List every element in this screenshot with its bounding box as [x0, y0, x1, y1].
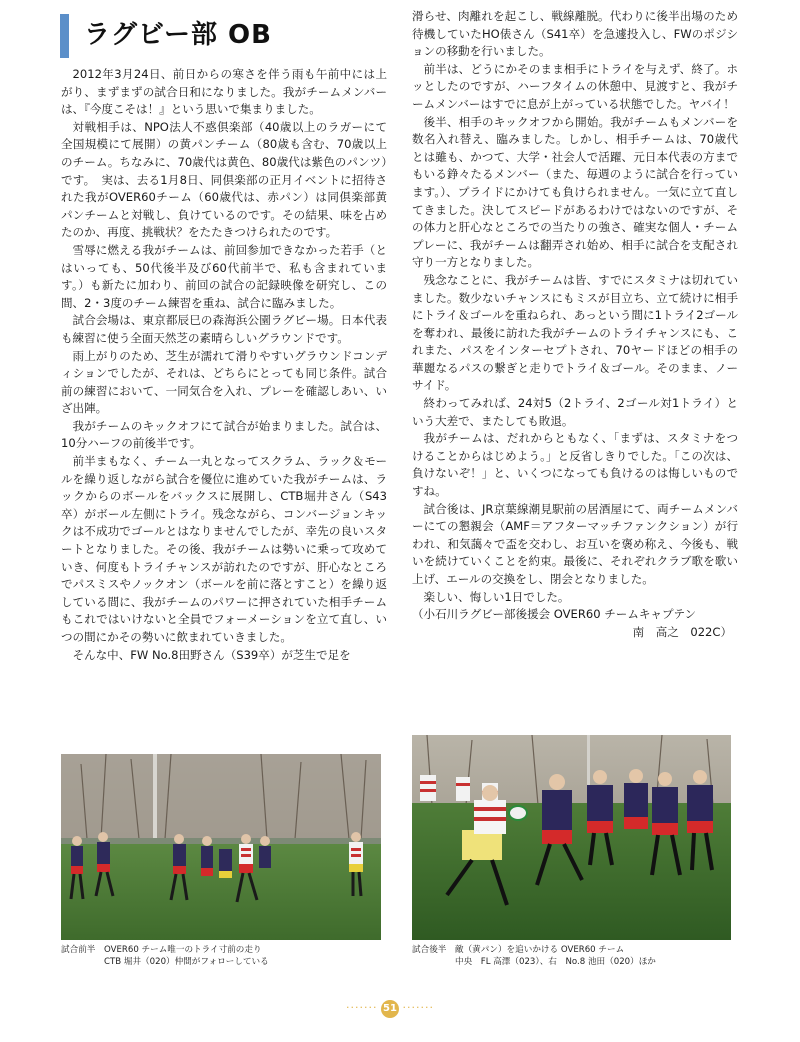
paragraph: そんな中、FW No.8田野さん（S39卒）が芝生で足を [72, 647, 351, 662]
paragraph: 前半まもなく、チーム一丸となってスクラム、ラック＆モールを繰り返しながら試合を優位に進めていた我がチームは、ラックからのボールをバックスに展開し、CTB堀井さん（S43卒）がボール左側にトライ。残念ながら、コンバージョンキックは不成功でゴールとはなりませんでしたが、幸先の良いスタートとなりました。その後、我がチームは勢いに乗って攻めていき、何度もトライチャンスが訪れたのですが、肝心なところでパスミスやノックオン（ボールを前に落とすこと）を繰り返している間に、我がチームのパワーに押されていた相手チームもこれではいけないと全員でフォーメーションを立て直し、いつの間にかその勢いに飲まれていきました。 [61, 454, 387, 644]
paragraph: 我がチームは、だれからともなく、「まずは、スタミナをつけることからはじめよう。」と反省しきりでした。「この次は、負けないぞ！」と、いくつになっても負けるのは悔しいものですね。 [412, 431, 738, 499]
right-column [412, 8, 738, 641]
paragraph: 試合後は、JR京葉線潮見駅前の居酒屋にて、両チームメンバーにての懇親会（AMF＝アフターマッチファンクション）が行われ、和気藹々で盃を交わし、お互いを褒め称え、今後も、戦いを続けていくことを約束。最後に、それぞれクラブ歌を歌い上げ、エールの交換をし、閉会となりました。 [412, 501, 738, 586]
left-column [61, 66, 387, 664]
signature-org: （小石川ラグビー部後援会 OVER60 チームキャプテン [412, 607, 697, 622]
paragraph: 対戦相手は、NPO法人不惑倶楽部（40歳以上のラガーにて全国規模にて展開）の黄パンチーム（80歳も含む、70歳以上のチーム。ちなみに、70歳代は黄色、80歳代は紫色のパンツ）です。 実は、去る1月8日、同倶楽部の正月イベントに招待された我がOVER60チーム（60歳代は、赤パン）は同倶楽部黄パンチームと対戦し、負けているのです。その結果、味を占めたのか、再度、挑戦状？をたたきつけられたのです。 [61, 119, 387, 240]
paragraph: 楽しい、悔しい1日でした。 [423, 589, 570, 604]
photo-caption-second-half [412, 944, 656, 968]
paragraph: 我がチームのキックオフにて試合が始まりました。試合は、10分ハーフの前後半です。 [61, 418, 387, 451]
page-title: ラグビー部 OB [84, 20, 272, 50]
paragraph-continuation: 滑らせ、肉離れを起こし、戦線離脱。代わりに後半出場のため待機していたHO俵さん（S41卒）を急遽投入し、FWのポジションの移動を行いました。 [412, 9, 738, 59]
paragraph: 雪辱に燃える我がチームは、前回参加できなかった若手（とはいっても、50代後半及び60代前半で、私も含まれています。）も新たに加わり、前回の試合の記録映像を研究し、この間、2・3度のチーム練習を重ね、試合に臨みました。 [61, 242, 387, 310]
caption-line: CTB 堀井（020）仲間がフォローしている [61, 957, 269, 967]
paragraph: 残念なことに、我がチームは皆、すでにスタミナは切れていました。数少ないチャンスにもミスが目立ち、立て続けに相手にトライ＆ゴールを重ねられ、あっという間に1トライ2ゴールを奪われ、最後に訪れた我がチームのトライチャンスにも、これまた、パスをインターセプトされ、70ヤードほどの相手の華麗なるパスの繋ぎと走りでトライ＆ゴール。そのまま、ノーサイド。 [412, 272, 738, 393]
signature-name: 南 高之 022C） [632, 624, 732, 639]
rugby-photo-first-half [61, 754, 381, 940]
paragraph: 雨上がりのため、芝生が濡れて滑りやすいグラウンドコンディションでしたが、それは、どちらにとっても同じ条件。試合前の練習において、一同気合を入れ、プレーを確認しあい、いざ出陣。 [61, 348, 387, 416]
decorative-dots: ······· [346, 1001, 378, 1014]
rugby-photo-second-half [412, 735, 731, 940]
paragraph: 前半は、どうにかそのまま相手にトライを与えず、終了。ホッとしたのですが、ハーフタイムの休憩中、見渡すと、我がチームメンバーはすでに息が上がっている状態でした。ヤバイ！ [412, 61, 738, 111]
caption-line: 試合後半 敵（黄パン）を追いかける OVER60 チーム [412, 945, 625, 955]
page-number-badge: 51 [381, 1000, 399, 1018]
caption-line: 中央 FL 高澤（023）、右 No.8 池田（020）ほか [412, 957, 656, 967]
decorative-dots: ······· [402, 1001, 434, 1014]
paragraph: 後半、相手のキックオフから開始。我がチームもメンバーを数名入れ替え、臨みました。しかし、相手チームは、70歳代とは雖も、かつて、大学・社会人で活躍、元日本代表の方までもいる錚々たるメンバー（また、毎週のように試合を行っています。）、プライドにかけても負けられません。一気に立て直してきました。決してスピードがあるわけではないのですが、その体力と肝心なところでの当たりの強さ、確実な個人・チームプレーに、我がチームは翻弄され始め、相手に試合を支配され守り一方となりました。 [412, 114, 738, 270]
page-number [340, 1000, 440, 1018]
paragraph: 終わってみれば、24対5（2トライ、2ゴール対1トライ）という大差で、またしても敗退。 [412, 396, 738, 428]
paragraph: 試合会場は、東京都辰巳の森海浜公園ラグビー場。日本代表も練習に使う全面天然芝の素晴らしいグラウンドです。 [61, 313, 387, 345]
photo-caption-first-half [61, 944, 269, 968]
caption-line: 試合前半 OVER60 チーム唯一のトライ寸前の走り [61, 945, 262, 955]
title-accent-bar [60, 14, 69, 58]
paragraph: 2012年3月24日、前日からの寒さを伴う雨も午前中には上がり、まずまずの試合日和になりました。我がチームメンバーは、『今度こそは！』という思いで集まりました。 [61, 67, 387, 117]
